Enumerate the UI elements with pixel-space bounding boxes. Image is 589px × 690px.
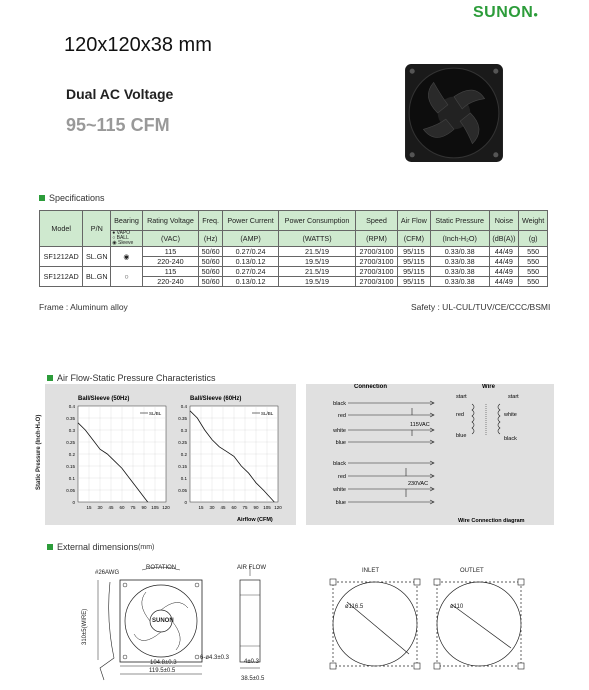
- table-cell: 21.5/19: [279, 247, 356, 257]
- page-title: 120x120x38 mm: [64, 34, 212, 56]
- col-weight: Weight: [519, 211, 548, 231]
- x-tick-label: 15: [198, 505, 204, 510]
- chart-title: Ball/Sleeve (60Hz): [190, 396, 242, 402]
- table-cell: 95/115: [397, 277, 430, 287]
- y-tick-label: 0.1: [180, 476, 187, 481]
- unit-air-flow: (CFM): [397, 231, 430, 247]
- unit-current: (AMP): [223, 231, 279, 247]
- table-cell: 0.13/0.12: [223, 277, 279, 287]
- unit-speed: (RPM): [355, 231, 397, 247]
- subtitle: Dual AC Voltage: [66, 86, 174, 102]
- table-cell: 0.33/0.38: [430, 277, 489, 287]
- y-tick-label: 0.25: [178, 440, 187, 445]
- table-cell: 0.27/0.24: [223, 247, 279, 257]
- table-cell: 115: [142, 247, 198, 257]
- table-cell: 2700/3100: [355, 267, 397, 277]
- table-cell: 44/49: [489, 257, 519, 267]
- x-tick-label: 45: [108, 505, 114, 510]
- wire-coil-label: red: [456, 412, 464, 418]
- wire-title: Wire: [482, 384, 495, 390]
- wire-label: black: [333, 401, 346, 407]
- wire-coil-label: blue: [456, 433, 467, 439]
- table-cell: 550: [519, 277, 548, 287]
- bearing-types: ● VAPO ○ BALL ◉ Sleeve: [111, 231, 143, 247]
- voltage-label-115: 115VAC: [410, 422, 430, 428]
- unit-noise: (dB(A)): [489, 231, 519, 247]
- cell-model: SF1212AD: [40, 267, 83, 287]
- outlet-diameter: ø110: [450, 604, 464, 610]
- table-cell: 44/49: [489, 277, 519, 287]
- table-cell: 115: [142, 267, 198, 277]
- y-tick-label: 0.15: [178, 464, 187, 469]
- table-cell: 0.33/0.38: [430, 267, 489, 277]
- table-row: [40, 247, 548, 257]
- col-model: Model: [40, 211, 83, 247]
- x-tick-label: 120: [162, 505, 170, 510]
- table-cell: 0.33/0.38: [430, 257, 489, 267]
- y-tick-label: 0.3: [68, 428, 75, 433]
- y-tick-label: 0.4: [68, 404, 75, 409]
- bullet-square-icon: [47, 375, 53, 381]
- chart-title: Ball/Sleeve (50Hz): [78, 396, 130, 402]
- dimensions-heading: External dimensions (mm): [47, 542, 154, 552]
- wire-label: red: [338, 413, 346, 419]
- y-tick-label: 0.2: [180, 452, 187, 457]
- table-cell: 0.27/0.24: [223, 267, 279, 277]
- connection-diagram: [306, 384, 554, 525]
- wire-caption: Wire Connection diagram: [458, 518, 525, 524]
- table-cell: 0.33/0.38: [430, 247, 489, 257]
- rotation-label: ROTATION: [146, 565, 177, 571]
- dim-d4: 38.5±0.5: [241, 676, 265, 682]
- frame-note: Frame : Aluminum alloy: [39, 302, 128, 312]
- airflow-heading: Air Flow-Static Pressure Characteristics: [47, 373, 216, 383]
- unit-freq: (Hz): [199, 231, 223, 247]
- wire-label: blue: [335, 440, 346, 446]
- dim-d3: 4±0.3: [244, 659, 259, 665]
- cell-pn: SL.GN: [83, 247, 111, 267]
- table-cell: 2700/3100: [355, 277, 397, 287]
- wire-label: black: [333, 461, 346, 467]
- x-tick-label: 120: [274, 505, 282, 510]
- y-tick-label: 0.3: [180, 428, 187, 433]
- y-tick-label: 0: [184, 500, 187, 505]
- legend-label: SL/BL: [261, 411, 274, 416]
- table-cell: 220-240: [142, 277, 198, 287]
- table-cell: 50/60: [199, 257, 223, 267]
- col-pn: P/N: [83, 211, 111, 247]
- x-tick-label: 30: [97, 505, 103, 510]
- table-cell: 95/115: [397, 257, 430, 267]
- legend-label: SL/BL: [149, 411, 162, 416]
- airflow-label: AIR FLOW: [237, 565, 267, 571]
- y-axis-label: Static Pressure (Inch-H₂O): [36, 414, 42, 490]
- fan-image: [403, 62, 505, 164]
- x-tick-label: 60: [231, 505, 237, 510]
- x-tick-label: 105: [151, 505, 159, 510]
- y-tick-label: 0: [72, 500, 75, 505]
- y-tick-label: 0.4: [180, 404, 187, 409]
- table-cell: 50/60: [199, 247, 223, 257]
- col-air-flow: Air Flow: [397, 211, 430, 231]
- inlet-diameter: ø116.5: [345, 604, 364, 610]
- table-cell: 95/115: [397, 267, 430, 277]
- spec-table: [39, 210, 548, 287]
- unit-weight: (g): [519, 231, 548, 247]
- x-tick-label: 105: [263, 505, 271, 510]
- table-cell: 50/60: [199, 277, 223, 287]
- col-rating-voltage: Rating Voltage: [142, 211, 198, 231]
- y-tick-label: 0.25: [66, 440, 75, 445]
- bullet-square-icon: [39, 195, 45, 201]
- table-cell: 21.5/19: [279, 267, 356, 277]
- y-tick-label: 0.05: [178, 488, 187, 493]
- cell-model: SF1212AD: [40, 247, 83, 267]
- table-cell: 95/115: [397, 247, 430, 257]
- table-cell: 44/49: [489, 247, 519, 257]
- x-tick-label: 45: [220, 505, 226, 510]
- wire-length-label: 310±5(WIRE): [82, 608, 88, 645]
- fan-brand-label: SUNON: [152, 618, 174, 624]
- coil-icon: [498, 404, 500, 434]
- col-bearing: Bearing: [111, 211, 143, 231]
- unit-consumption: (WATTS): [279, 231, 356, 247]
- col-speed: Speed: [355, 211, 397, 231]
- specifications-heading: Specifications: [39, 193, 105, 203]
- table-cell: 0.13/0.12: [223, 257, 279, 267]
- x-tick-label: 75: [242, 505, 248, 510]
- dim-d2: 119.5±0.5: [149, 668, 176, 674]
- cell-bearing: ○: [111, 267, 143, 287]
- table-cell: 19.5/19: [279, 277, 356, 287]
- table-cell: 220-240: [142, 257, 198, 267]
- y-tick-label: 0.05: [66, 488, 75, 493]
- y-tick-label: 0.35: [178, 416, 187, 421]
- coil-icon: [472, 404, 474, 434]
- table-cell: 2700/3100: [355, 257, 397, 267]
- col-noise: Noise: [489, 211, 519, 231]
- cell-pn: BL.GN: [83, 267, 111, 287]
- x-axis-label: Airflow (CFM): [237, 517, 273, 523]
- x-tick-label: 75: [130, 505, 136, 510]
- inlet-label: INLET: [362, 568, 380, 574]
- wire-label: red: [338, 474, 346, 480]
- x-tick-label: 90: [253, 505, 259, 510]
- x-tick-label: 15: [86, 505, 92, 510]
- col-freq: Freq.: [199, 211, 223, 231]
- unit-voltage: (VAC): [142, 231, 198, 247]
- wire-label: white: [333, 487, 346, 493]
- connection-title: Connection: [354, 384, 387, 390]
- safety-note: Safety : UL-CUL/TUV/CE/CCC/BSMI: [411, 302, 551, 312]
- col-static-pressure: Static Pressure: [430, 211, 489, 231]
- table-cell: 550: [519, 257, 548, 267]
- wire-label: blue: [335, 500, 346, 506]
- y-tick-label: 0.1: [68, 476, 75, 481]
- cfm-range: 95~115 CFM: [66, 115, 170, 135]
- wire-coil-label: black: [504, 436, 517, 442]
- dim-hole: 6-ø4.3±0.3: [200, 655, 229, 661]
- dimension-front-view: [80, 560, 280, 688]
- table-row: [40, 267, 548, 277]
- wire-coil-label: white: [504, 412, 517, 418]
- col-power-current: Power Current: [223, 211, 279, 231]
- table-cell: 2700/3100: [355, 247, 397, 257]
- table-cell: 550: [519, 267, 548, 277]
- outlet-label: OUTLET: [460, 568, 484, 574]
- y-tick-label: 0.2: [68, 452, 75, 457]
- x-tick-label: 90: [141, 505, 147, 510]
- dim-d1: 104.8±0.3: [150, 660, 177, 666]
- wire-label: white: [333, 428, 346, 434]
- x-tick-label: 60: [119, 505, 125, 510]
- inlet-outlet-views: [325, 574, 535, 686]
- brand-logo: SUNON●: [473, 4, 539, 21]
- unit-pressure: (Inch-H₂O): [430, 231, 489, 247]
- start-label: start: [456, 394, 467, 400]
- table-cell: 550: [519, 247, 548, 257]
- x-tick-label: 30: [209, 505, 215, 510]
- table-cell: 44/49: [489, 267, 519, 277]
- col-power-consumption: Power Consumption: [279, 211, 356, 231]
- start-label: start: [508, 394, 519, 400]
- awg-label: #26AWG: [95, 570, 120, 576]
- cell-bearing: ◉: [111, 247, 143, 267]
- table-cell: 19.5/19: [279, 257, 356, 267]
- voltage-label-230: 230VAC: [408, 481, 429, 487]
- y-tick-label: 0.15: [66, 464, 75, 469]
- bullet-square-icon: [47, 544, 53, 550]
- table-cell: 50/60: [199, 267, 223, 277]
- airflow-charts: [45, 384, 296, 525]
- y-tick-label: 0.35: [66, 416, 75, 421]
